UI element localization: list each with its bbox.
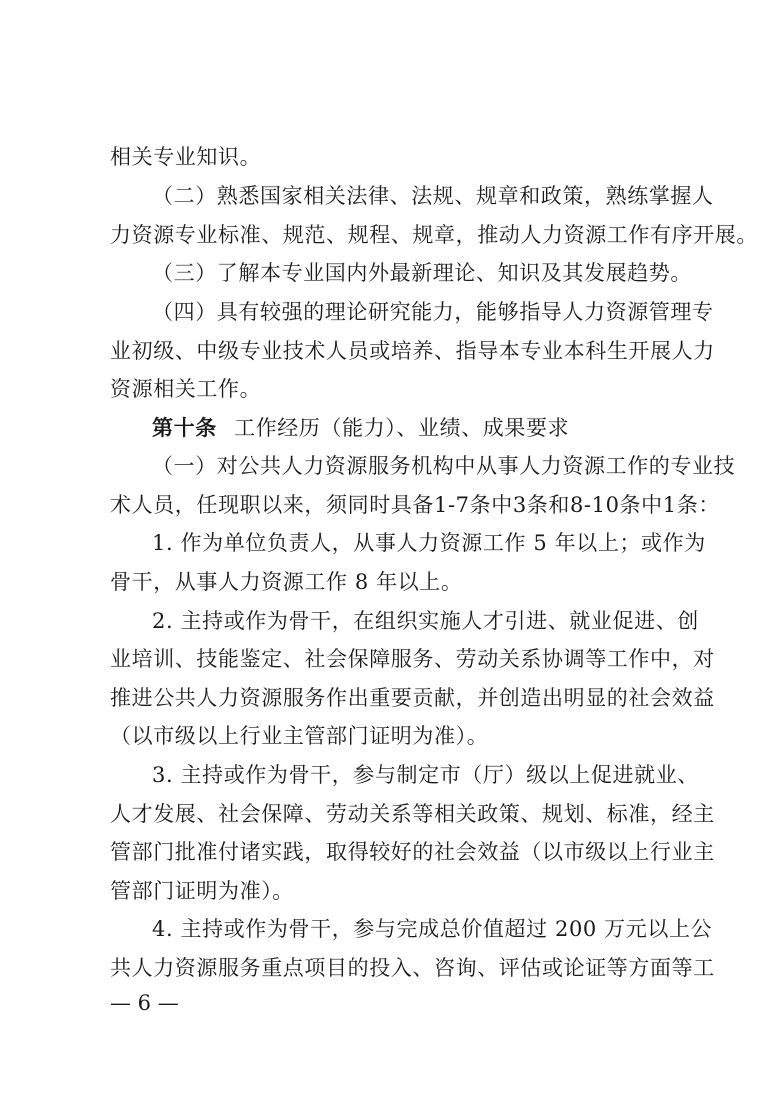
text-line: （四）具有较强的理论研究能力，能够指导人力资源管理专 — [152, 300, 714, 324]
text-line: 4. 主持或作为骨干，参与完成总价值超过 200 万元以上公 — [152, 917, 713, 941]
text-line: 资源相关工作。 — [110, 377, 262, 401]
text-line: 共人力资源服务重点项目的投入、咨询、评估或论证等方面等工 — [110, 956, 715, 980]
article-heading-title: 工作经历（能力）、业绩、成果要求 — [234, 416, 570, 440]
text-line: 骨干，从事人力资源工作 8 年以上。 — [110, 570, 463, 594]
article-heading-line — [152, 413, 680, 443]
text-line: 3. 主持或作为骨干，参与制定市（厅）级以上促进就业、 — [152, 763, 699, 787]
text-line: 1. 作为单位负责人，从事人力资源工作 5 年以上；或作为 — [152, 531, 706, 555]
article-heading: 第十条 — [152, 415, 217, 440]
text-line: （二）熟悉国家相关法律、法规、规章和政策，熟练掌握人 — [152, 184, 714, 208]
text-line: 业培训、技能鉴定、社会保障服务、劳动关系协调等工作中，对 — [110, 647, 715, 671]
text-line: 管部门批准付诸实践，取得较好的社会效益（以市级以上行业主 — [110, 840, 715, 864]
text-line: 管部门证明为准）。 — [110, 879, 294, 903]
text-line: 业初级、中级专业技术人员或培养、指导本专业本科生开展人力 — [110, 339, 715, 363]
text-line: 2. 主持或作为骨干，在组织实施人才引进、就业促进、创 — [152, 609, 699, 633]
page-number: — 6 — — [110, 991, 179, 1015]
text-line: （一）对公共人力资源服务机构中从事人力资源工作的专业技 — [152, 454, 736, 478]
text-line: 人才发展、社会保障、劳动关系等相关政策、规划、标准，经主 — [110, 802, 715, 826]
text-line: （三）了解本专业国内外最新理论、知识及其发展趋势。 — [152, 261, 692, 285]
text-line: 术人员，任现职以来，须同时具备1-7条中3条和8-10条中1条： — [110, 493, 720, 517]
text-line: 推进公共人力资源服务作出重要贡献，并创造出明显的社会效益 — [110, 686, 715, 710]
text-line: （以市级以上行业主管部门证明为准）。 — [110, 724, 489, 748]
text-line: 相关专业知识。 — [110, 145, 262, 169]
text-line: 力资源专业标准、规范、规程、规章，推动人力资源工作有序开展。 — [110, 223, 758, 247]
